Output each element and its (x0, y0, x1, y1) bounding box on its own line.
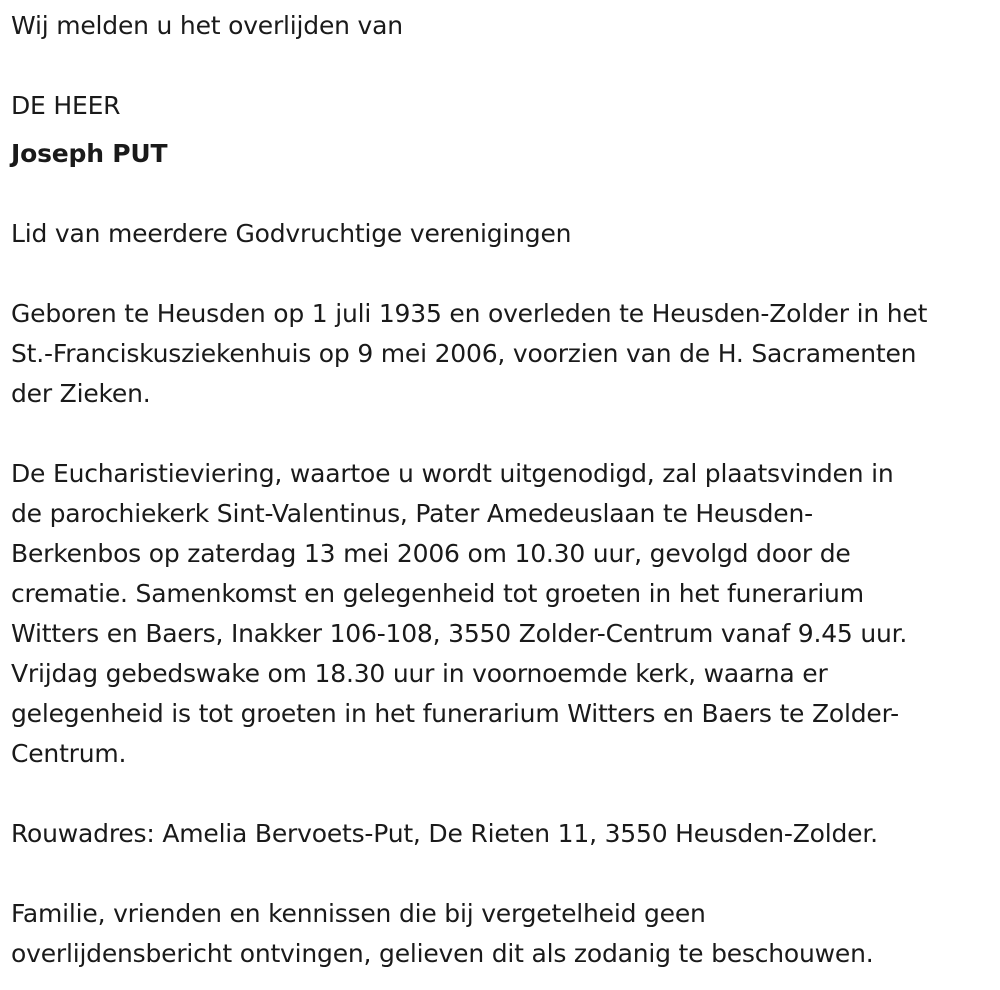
paragraph-line: Centrum. (11, 739, 127, 768)
paragraph-line: de parochiekerk Sint-Valentinus, Pater Amedeuslaan te Heusden- (11, 499, 813, 528)
paragraph-line: Vrijdag gebedswake om 18.30 uur in voornoemde kerk, waarna er (11, 659, 828, 688)
paragraph-line: gelegenheid is tot groeten in het funerarium Witters en Baers te Zolder- (11, 699, 899, 728)
paragraph-line: De Eucharistieviering, waartoe u wordt uitgenodigd, zal plaatsvinden in (11, 459, 894, 488)
paragraph-line: crematie. Samenkomst en gelegenheid tot groeten in het funerarium (11, 579, 864, 608)
paragraph-line: Witters en Baers, Inakker 106-108, 3550 Zolder-Centrum vanaf 9.45 uur. (11, 619, 908, 648)
mourning-address: Rouwadres: Amelia Bervoets-Put, De Rieten 11, 3550 Heusden-Zolder. (11, 819, 878, 848)
paragraph-line: Familie, vrienden en kennissen die bij vergetelheid geen (11, 899, 706, 928)
honorific-title: DE HEER (11, 91, 121, 120)
intro-text: Wij melden u het overlijden van (11, 11, 403, 40)
deceased-name: Joseph PUT (11, 139, 168, 168)
membership-text: Lid van meerdere Godvruchtige verenigingen (11, 219, 572, 248)
paragraph-line: Berkenbos op zaterdag 13 mei 2006 om 10.30 uur, gevolgd door de (11, 539, 851, 568)
paragraph-line: St.-Franciskusziekenhuis op 9 mei 2006, voorzien van de H. Sacramenten (11, 339, 917, 368)
paragraph-line: Geboren te Heusden op 1 juli 1935 en overleden te Heusden-Zolder in het (11, 299, 928, 328)
paragraph-line: der Zieken. (11, 379, 151, 408)
paragraph-line: overlijdensbericht ontvingen, gelieven dit als zodanig te beschouwen. (11, 939, 874, 968)
